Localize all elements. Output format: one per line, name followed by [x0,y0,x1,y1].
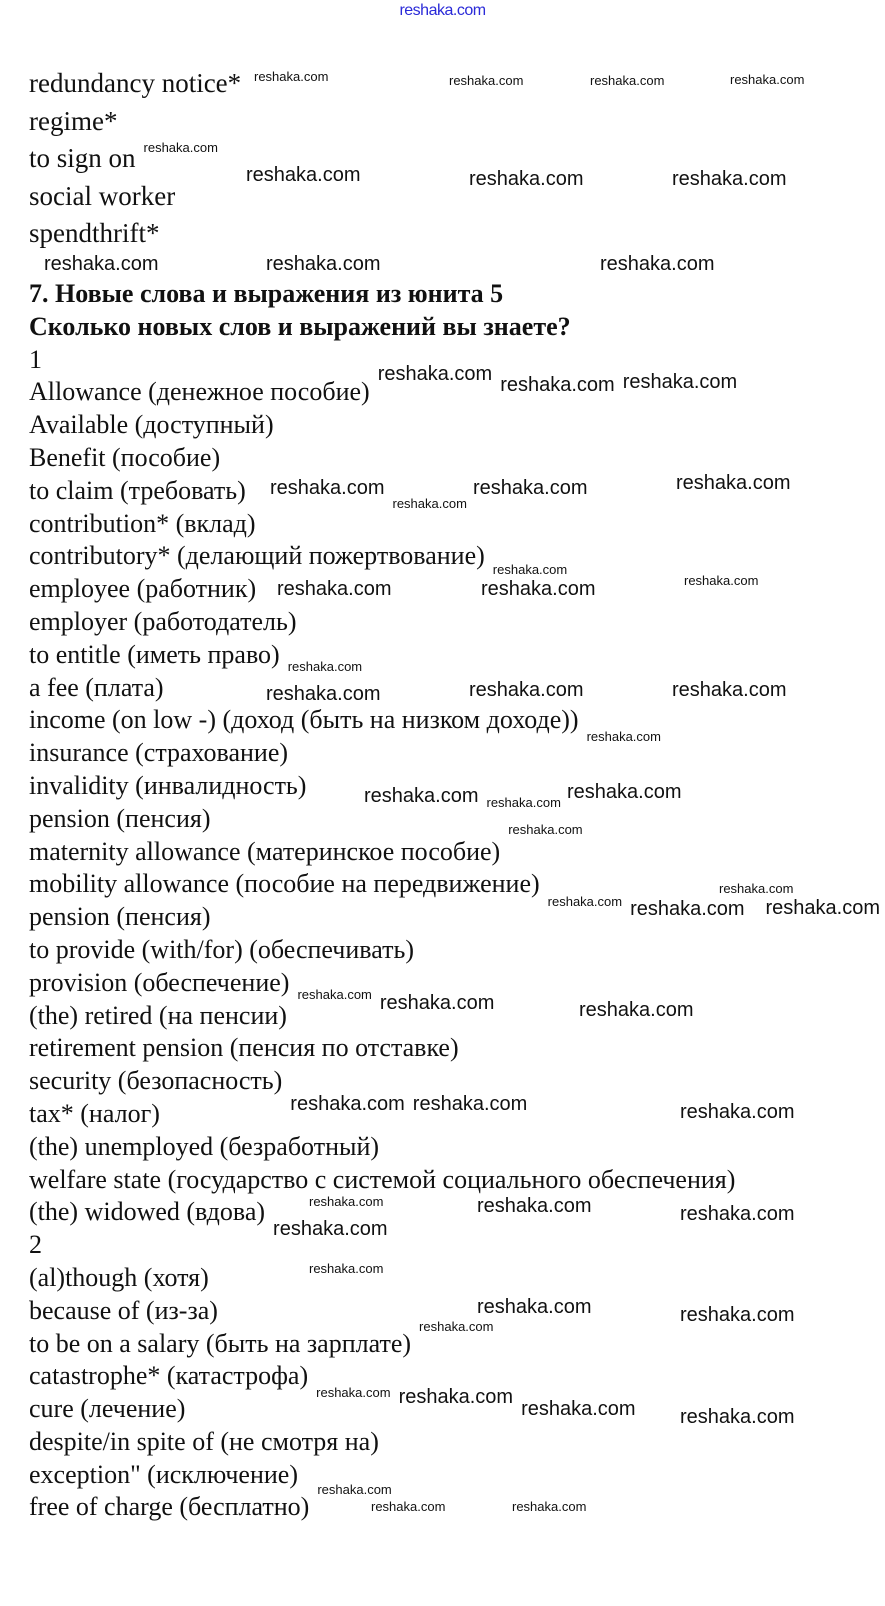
vocabulary-item: to entitle (иметь право) [29,639,280,669]
watermark-text: reshaka.com [297,986,372,1002]
vocabulary-item: free of charge (бесплатно) [29,1492,310,1522]
vocabulary-item: cure (лечение) [29,1394,186,1424]
watermark-text: reshaka.com [680,1101,795,1123]
vocabulary-item: a fee (плата) [29,672,164,702]
section-subtitle: Сколько новых слов и выражений вы знаете? [29,311,571,341]
vocabulary-item: employee (работник) [29,574,257,604]
watermark-text: reshaka.com [392,495,467,511]
watermark-text: reshaka.com [567,781,682,803]
watermark-text: reshaka.com [477,1296,592,1318]
list-item: regime* [29,105,118,136]
vocabulary-item: welfare state (государство с системой социального обеспечения) [29,1164,736,1194]
watermark-text: reshaka.com [600,253,715,275]
vocabulary-item: insurance (страхование) [29,738,289,768]
watermark-text: reshaka.com [309,1260,384,1276]
vocabulary-item: Benefit (пособие) [29,442,221,472]
watermark-text: reshaka.com [469,168,584,190]
list-item: social worker [29,180,176,211]
vocabulary-item: employer (работодатель) [29,606,297,636]
section-title: 7. Новые слова и выражения из юнита 5 [29,279,504,308]
watermark-text: reshaka.com [547,893,623,909]
watermark-text: reshaka.com [586,728,661,744]
vocabulary-item: Available (доступный) [29,410,274,440]
vocabulary-item: (the) unemployed (безработный) [29,1131,380,1161]
watermark-text: reshaka.com [290,1093,405,1115]
watermark-text: reshaka.com [512,1498,587,1514]
watermark-text: reshaka.com [317,1481,392,1497]
vocabulary-item: invalidity (инвалидность) [29,770,307,800]
vocabulary-item: Allowance (денежное пособие) [29,377,370,407]
watermark-text: reshaka.com [622,371,738,393]
watermark-text: reshaka.com [521,1398,636,1420]
watermark-text: reshaka.com [287,658,363,674]
watermark-text: reshaka.com [590,72,665,88]
watermark-text: reshaka.com [579,999,694,1021]
site-header-link[interactable]: reshaka.com [399,2,486,19]
vocabulary-item: security (безопасность) [29,1066,283,1096]
watermark-text: reshaka.com [419,1318,494,1334]
part-label: 2 [29,1230,42,1260]
vocabulary-item: mobility allowance (пособие на передвижение) [29,869,540,899]
vocabulary-item: maternity allowance (материнское пособие) [29,836,501,866]
watermark-text: reshaka.com [44,253,159,275]
watermark-text: reshaka.com [481,578,596,600]
watermark-text: reshaka.com [412,1093,528,1115]
vocabulary-item: catastrophe* (катастрофа) [29,1361,309,1391]
watermark-text: reshaka.com [730,71,805,87]
watermark-text: reshaka.com [684,572,759,588]
watermark-text: reshaka.com [680,1304,795,1326]
watermark-text: reshaka.com [719,880,794,896]
part-label: 1 [29,344,42,374]
watermark-text: reshaka.com [486,794,561,810]
watermark-text: reshaka.com [398,1386,514,1408]
vocabulary-item: contributory* (делающий пожертвование) [29,541,485,571]
watermark-text: reshaka.com [477,1195,592,1217]
watermark-text: reshaka.com [469,679,584,701]
vocabulary-item: (the) widowed (вдова) [29,1197,266,1227]
watermark-text: reshaka.com [377,363,493,385]
vocabulary-item: despite/in spite of (не смотря на) [29,1426,379,1456]
watermark-text: reshaka.com [277,578,392,600]
watermark-text: reshaka.com [672,679,787,701]
list-item: spendthrift* [29,218,160,249]
vocabulary-item: provision (обеспечение) [29,967,290,997]
watermark-text: reshaka.com [449,72,524,88]
watermark-text: reshaka.com [672,168,787,190]
watermark-text: reshaka.com [266,253,381,275]
vocabulary-item: income (on low -) (доход (быть на низком доходе)) [29,705,579,735]
watermark-text: reshaka.com [246,164,361,186]
vocabulary-item: tax* (налог) [29,1098,160,1128]
vocabulary-item: contribution* (вклад) [29,508,256,538]
list-item: redundancy notice* [29,68,242,98]
vocabulary-item: exception" (исключение) [29,1459,298,1489]
vocabulary-item: to claim (требовать) [29,475,246,505]
watermark-text: reshaka.com [379,992,495,1014]
watermark-text: reshaka.com [765,897,880,920]
vocabulary-item: (al)though (хотя) [29,1262,209,1292]
list-item: to sign on [29,143,136,174]
watermark-text: reshaka.com [492,561,568,577]
previous-vocabulary-list [29,65,241,253]
watermark-text: reshaka.com [273,1218,388,1240]
watermark-text: reshaka.com [316,1384,391,1400]
watermark-text: reshaka.com [143,139,218,155]
watermark-text: reshaka.com [508,821,583,837]
vocabulary-item: to be on a salary (быть на зарплате) [29,1328,412,1358]
watermark-text: reshaka.com [254,68,329,84]
vocabulary-item: because of (из-за) [29,1295,218,1325]
watermark-text: reshaka.com [371,1498,446,1514]
watermark-text: reshaka.com [676,472,791,494]
watermark-text: reshaka.com [630,898,745,920]
vocabulary-item: pension (пенсия) [29,803,211,833]
vocabulary-item: to provide (with/for) (обеспечивать) [29,934,414,964]
watermark-text: reshaka.com [364,785,479,807]
watermark-text: reshaka.com [270,477,385,499]
watermark-text: reshaka.com [500,374,615,396]
vocabulary-item: (the) retired (на пенсии) [29,1000,287,1030]
watermark-text: reshaka.com [266,683,381,705]
vocabulary-item: pension (пенсия) [29,902,211,932]
watermark-text: reshaka.com [680,1203,795,1225]
vocabulary-item: retirement pension (пенсия по отставке) [29,1033,459,1063]
watermark-text: reshaka.com [473,477,588,499]
watermark-text: reshaka.com [680,1406,795,1428]
watermark-text: reshaka.com [309,1193,384,1209]
